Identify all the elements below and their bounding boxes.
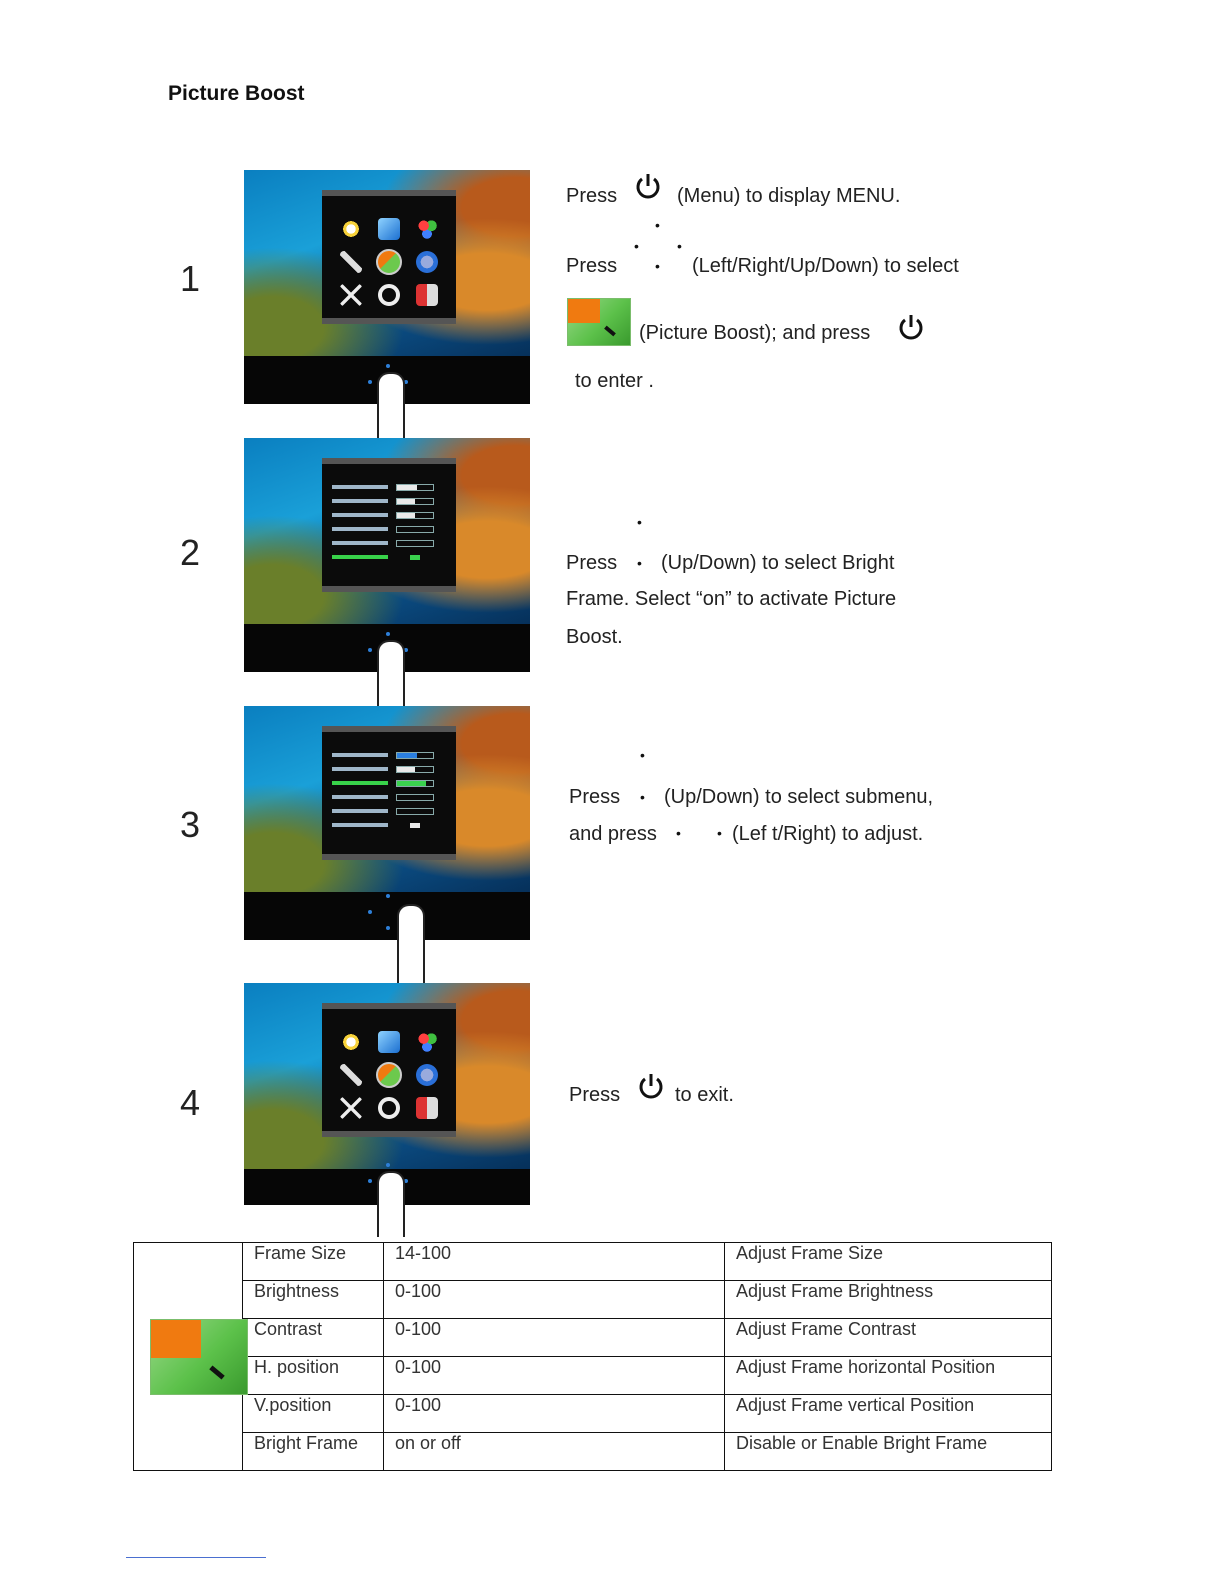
osd-menu: [322, 1003, 456, 1137]
arrow-up-icon: •: [655, 217, 660, 233]
table-row: [134, 1319, 1052, 1357]
table-cell: 0-100: [384, 1395, 725, 1433]
arrow-down-icon: •: [655, 258, 660, 274]
arrow-right-icon: •: [677, 238, 682, 254]
table-cell: on or off: [384, 1433, 725, 1471]
step1-line1-press: Press: [566, 185, 618, 207]
power-icon: [633, 171, 663, 201]
table-row: [134, 1243, 1052, 1281]
section-title: Picture Boost: [168, 82, 305, 105]
step3-line2-b: (Lef t/Right) to adjust.: [732, 823, 924, 845]
step3-line1-rest: (Up/Down) to select submenu,: [664, 786, 934, 808]
table-cell: Adjust Frame Brightness: [725, 1281, 1052, 1319]
arrow-left-icon: •: [634, 238, 639, 254]
table-cell: 0-100: [384, 1281, 725, 1319]
step1-line2-rest: (Left/Right/Up/Down) to select: [692, 255, 959, 277]
icon-cell: [134, 1243, 243, 1471]
table-cell: 14-100: [384, 1243, 725, 1281]
step2-line1-rest: (Up/Down) to select Bright: [661, 552, 895, 574]
table-row: [134, 1395, 1052, 1433]
step4-line1-rest: to exit.: [675, 1084, 734, 1106]
step-number: 2: [180, 532, 201, 573]
arrow-down-icon: •: [640, 789, 645, 805]
step2-line2: Frame. Select “on” to activate Picture: [566, 588, 897, 610]
table-row: [134, 1281, 1052, 1319]
monitor-illustration: [244, 438, 530, 702]
picture-boost-settings-table: [133, 1242, 1052, 1471]
table-cell: Adjust Frame Size: [725, 1243, 1052, 1281]
table-cell: Contrast: [243, 1319, 384, 1357]
power-icon: [896, 312, 926, 342]
step-number: 4: [180, 1082, 201, 1123]
osd-menu: [322, 458, 456, 592]
step-number: 3: [180, 804, 201, 845]
table-cell: Frame Size: [243, 1243, 384, 1281]
table-cell: 0-100: [384, 1319, 725, 1357]
arrow-up-icon: •: [640, 747, 645, 763]
picture-boost-icon: [567, 298, 631, 346]
table-cell: Brightness: [243, 1281, 384, 1319]
osd-menu: [322, 190, 456, 324]
monitor-illustration: [244, 983, 530, 1235]
table-cell: Adjust Frame horizontal Position: [725, 1357, 1052, 1395]
table-row: [134, 1357, 1052, 1395]
arrow-left-icon: •: [676, 825, 681, 841]
step1-line1-rest: (Menu) to display MENU.: [677, 185, 901, 207]
step-number: 1: [180, 258, 201, 299]
table-cell: Disable or Enable Bright Frame: [725, 1433, 1052, 1471]
table-cell: V.position: [243, 1395, 384, 1433]
monitor-illustration: [244, 170, 530, 434]
osd-menu: [322, 726, 456, 860]
step1-line4: to enter .: [575, 370, 654, 392]
footer-divider: [126, 1557, 266, 1558]
step2-line3: Boost.: [566, 626, 623, 648]
step3-line1-press: Press: [569, 786, 621, 808]
step1-line3-rest: (Picture Boost); and press: [639, 322, 871, 344]
monitor-illustration: [244, 706, 530, 964]
table-cell: 0-100: [384, 1357, 725, 1395]
step3-line2-a: and press: [569, 823, 657, 845]
table-cell: Adjust Frame vertical Position: [725, 1395, 1052, 1433]
step1-line2-press: Press: [566, 255, 618, 277]
step2-line1-press: Press: [566, 552, 618, 574]
arrow-right-icon: •: [717, 825, 722, 841]
table-cell: Bright Frame: [243, 1433, 384, 1471]
arrow-up-icon: •: [637, 514, 642, 530]
table-row: [134, 1433, 1052, 1471]
table-cell: H. position: [243, 1357, 384, 1395]
table-cell: Adjust Frame Contrast: [725, 1319, 1052, 1357]
picture-boost-icon: [150, 1319, 248, 1395]
arrow-down-icon: •: [637, 555, 642, 571]
step4-line1-press: Press: [569, 1084, 621, 1106]
power-icon: [636, 1071, 666, 1101]
